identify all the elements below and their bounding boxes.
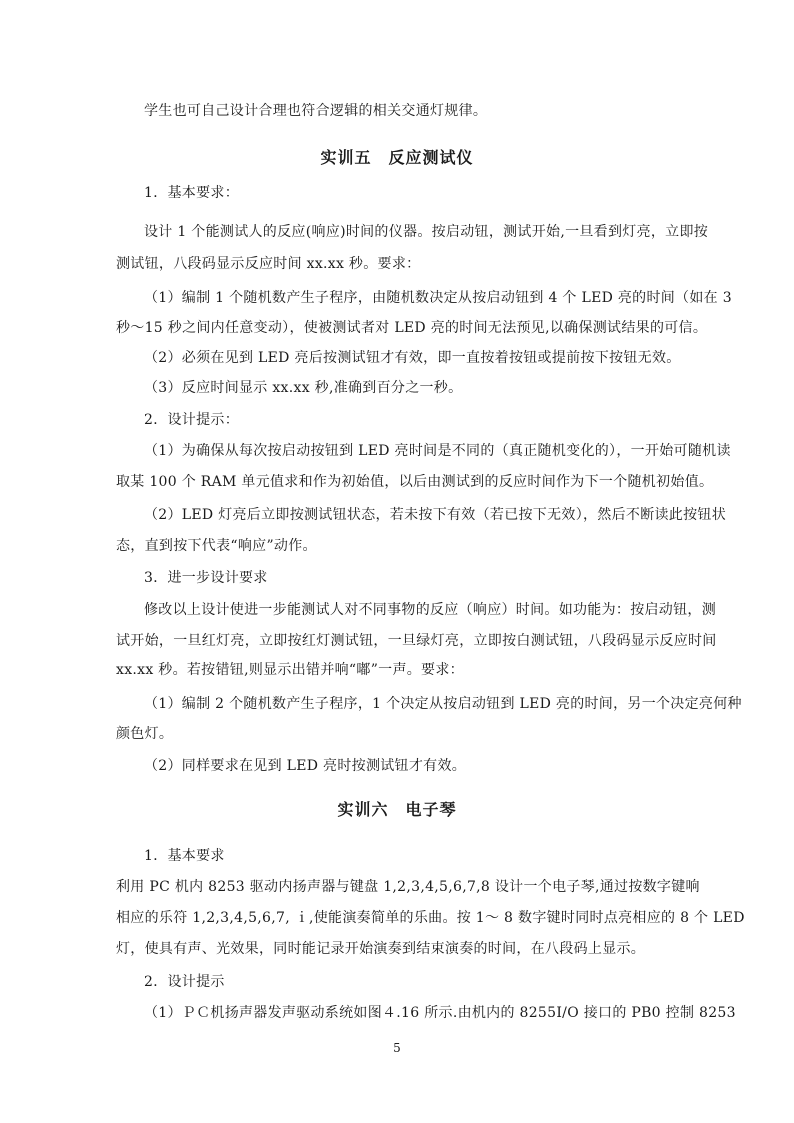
s5-req1-line2: 秒～15 秒之间内任意变动），使被测试者对 LED 亮的时间无法预见,以确保测试结果的可信。 [116,320,708,336]
s5-tip2-line1: （2）LED 灯亮后立即按测试钮状态，若未按下有效（若已按下无效），然后不断读此按钮状 [144,507,726,523]
s6-tip1: （1）ＰＣ机扬声器发声驱动系统如图４.16 所示.由机内的 8255I/O 接口的 PB0 控制 8253 [144,1005,736,1021]
s5-req2: （2）必须在见到 LED 亮后按测试钮才有效，即一直按着按钮或提前按下按钮无效。 [144,350,681,366]
section-6-title: 实训六 电子琴 [337,800,457,819]
s5-tip1-line2: 取某 100 个 RAM 单元值求和作为初始值，以后由测试到的反应时间作为下一个随机初始值。 [116,474,714,490]
s5-para1-line2: 测试钮，八段码显示反应时间 xx.xx 秒。要求： [116,256,421,272]
page-number: 5 [393,1041,401,1055]
s5-further-req2: （2）同样要求在见到 LED 亮时按测试钮才有效。 [144,758,467,774]
s5-tip1-line1: （1）为确保从每次按启动按钮到 LED 亮时间是不同的（真正随机变化的），一开始可随机读 [144,443,731,459]
s6-heading-basic: 1．基本要求 [144,848,225,864]
s5-further-req1-line1: （1）编制 2 个随机数产生子程序，1 个决定从按启动钮到 LED 亮的时间，另一个决定亮何种 [144,696,742,712]
s5-further-line2: 试开始，一旦红灯亮，立即按红灯测试钮，一旦绿灯亮，立即按白测试钮，八段码显示反应时间 [116,633,717,649]
s6-heading-tips: 2．设计提示 [144,974,225,990]
s5-further-line1: 修改以上设计使进一步能测试人对不同事物的反应（响应）时间。如功能为：按启动钮，测 [144,602,716,618]
intro-paragraph: 学生也可自己设计合理也符合逻辑的相关交通灯规律。 [144,103,488,119]
s5-req3: （3）反应时间显示 xx.xx 秒,准确到百分之一秒。 [144,380,463,396]
s6-para-line2: 相应的乐符 1,2,3,4,5,6,7, ｉ,使能演奏简单的乐曲。按 1～ 8 数字键时同时点亮相应的 8 个 LED [116,910,745,926]
s5-further-line3: xx.xx 秒。若按错钮,则显示出错并响“嘟”一声。要求： [116,662,464,678]
s5-tip2-line2: 态，直到按下代表“响应”动作。 [116,538,317,554]
s5-heading-tips: 2．设计提示： [144,412,240,428]
section-5-title: 实训五 反应测试仪 [320,148,474,167]
s6-para-line3: 灯，使具有声、光效果，同时能记录开始演奏到结束演奏的时间，在八段码上显示。 [116,941,646,957]
s5-para1-line1: 设计 1 个能测试人的反应(响应)时间的仪器。按启动钮，测试开始,一旦看到灯亮，立即按 [144,224,709,240]
s5-req1-line1: （1）编制 1 个随机数产生子程序，由随机数决定从按启动钮到 4 个 LED 亮的时间（如在 3 [144,290,732,306]
s6-para-line1: 利用 PC 机内 8253 驱动内扬声器与键盘 1,2,3,4,5,6,7,8 设计一个电子琴,通过按数字键响 [116,879,700,895]
s5-further-req1-line2: 颜色灯。 [116,726,174,742]
s5-heading-further: 3．进一步设计要求 [144,570,268,586]
s5-heading-basic: 1．基本要求： [144,185,240,201]
